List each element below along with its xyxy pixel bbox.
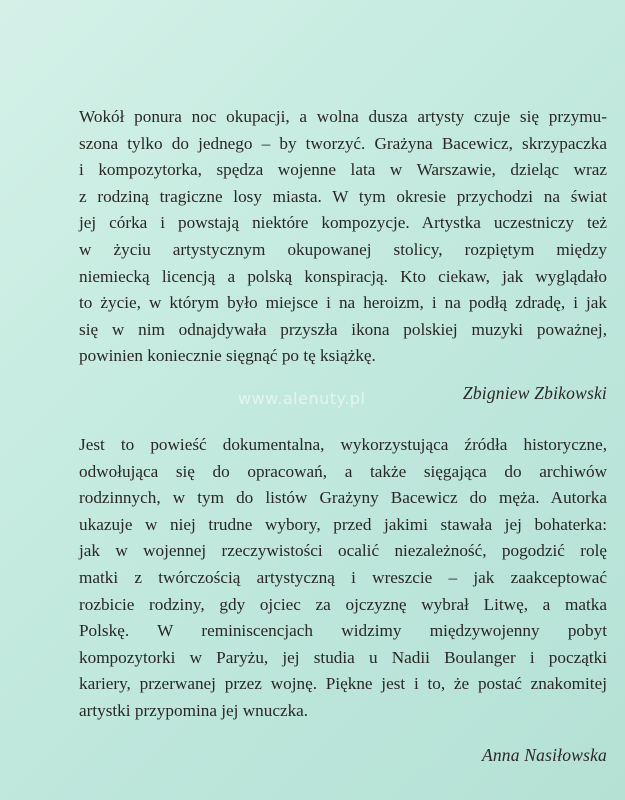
author-signature-2: Anna Nasiłowska — [481, 745, 607, 765]
blurb-paragraph-1 — [79, 104, 607, 370]
text-line: się w nim odnajdywała przyszła ikona polskiej muzyki poważnej, — [79, 319, 607, 339]
watermark: www.alenuty.pl — [238, 389, 366, 408]
blurb-paragraph-2 — [79, 432, 607, 725]
text-line: Jest to powieść dokumentalna, wykorzystująca źródła historyczne, — [79, 435, 607, 454]
author-signature-1: Zbigniew Zbikowski — [462, 383, 607, 403]
text-line: z rodziną tragiczne losy miasta. W tym okresie przychodzi na świat — [79, 186, 607, 206]
text-line: rodzinnych, w tym do listów Grażyny Bacewicz do męża. Autorka — [79, 488, 607, 508]
text-line: jej córka i powstają niektóre kompozycje. Artystka uczestniczy też — [79, 213, 607, 233]
text-line: kariery, przerwanej przez wojnę. Piękne jest i to, że postać znakomitej — [79, 674, 607, 694]
text-line: niemiecką licencją a polską konspiracją. Kto ciekaw, jak wyglądało — [79, 266, 607, 286]
text-line: powinien koniecznie sięgnąć po tę książkę. — [79, 346, 376, 366]
text-line: matki z twórczością artystyczną i wreszcie – jak zaakceptować — [79, 567, 607, 587]
text-line: szona tylko do jednego – by tworzyć. Grażyna Bacewicz, skrzypaczka — [79, 133, 607, 153]
text-line: jak w wojennej rzeczywistości ocalić niezależność, pogodzić rolę — [79, 541, 607, 561]
text-line: rozbicie rodziny, gdy ojciec za ojczyznę wybrał Litwę, a matka — [79, 594, 607, 614]
text-line: ukazuje w niej trudne wybory, przed jakimi stawała jej bohaterka: — [79, 514, 607, 534]
text-line: Wokół ponura noc okupacji, a wolna dusza artysty czuje się przymu- — [79, 107, 607, 126]
text-line: i kompozytorka, spędza wojenne lata w Warszawie, dzieląc wraz — [79, 160, 607, 180]
text-line: odwołująca się do opracowań, a także sięgająca do archiwów — [79, 461, 607, 481]
text-line: to życie, w którym było miejsce i na heroizm, i na podłą zdradę, i jak — [79, 293, 607, 313]
text-line: artystki przypomina jej wnuczka. — [79, 700, 309, 720]
text-line: Polskę. W reminiscencjach widzimy międzywojenny pobyt — [79, 621, 607, 641]
text-line: w życiu artystycznym okupowanej stolicy, rozpiętym między — [79, 239, 607, 259]
text-line: kompozytorki w Paryżu, jej studia u Nadii Boulanger i początki — [79, 647, 607, 667]
